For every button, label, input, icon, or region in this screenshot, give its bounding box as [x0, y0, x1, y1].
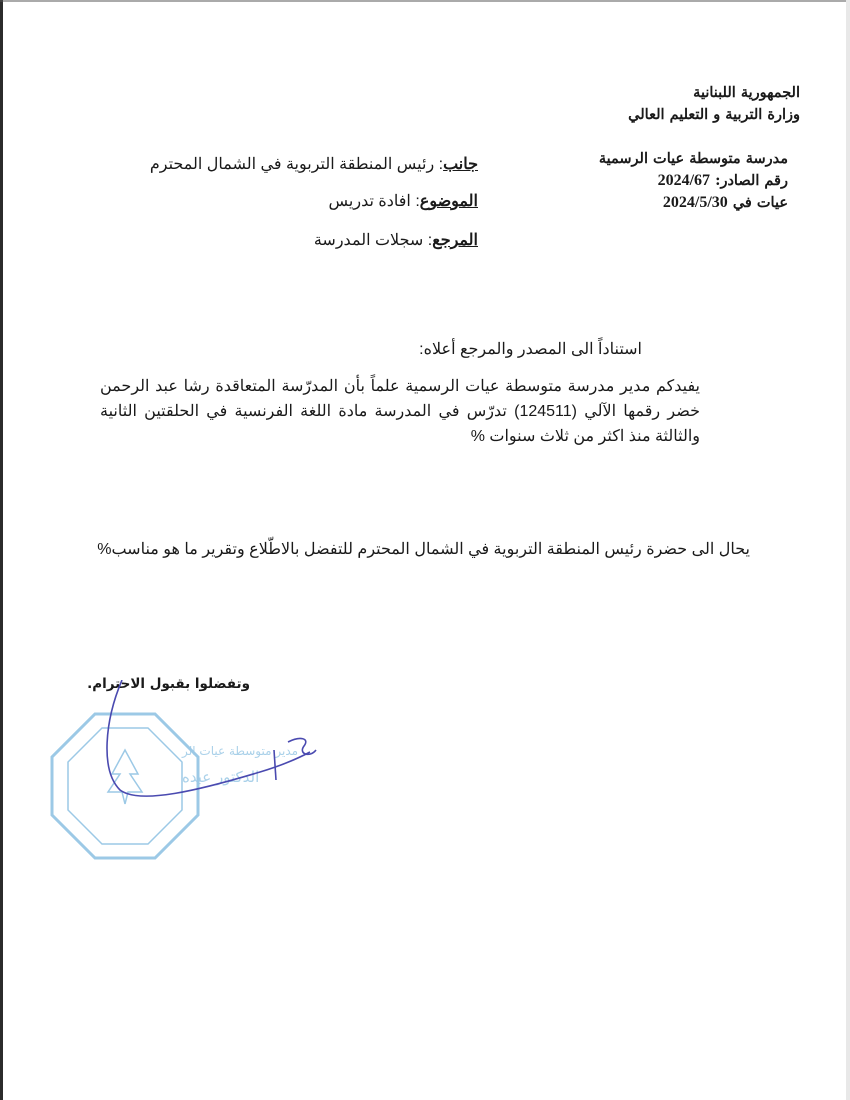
school-block [599, 148, 788, 214]
body-paragraph-2: يحال الى حضرة رئيس المنطقة التربوية في الشمال المحترم للتفضل بالاطّلاع وتقرير ما هو مناسب% [97, 541, 750, 558]
place-date-label: عيات في [732, 194, 788, 211]
reference-label: المرجع [432, 232, 478, 249]
recipient-value: رئيس المنطقة التربوية في الشمال المحترم [149, 156, 435, 173]
reference-number-label: رقم الصادر: [715, 172, 788, 189]
place-date-line [599, 192, 788, 214]
ministry-title: وزارة التربية و التعليم العالي [628, 106, 800, 123]
republic-title: الجمهورية اللبنانية [693, 84, 800, 101]
letter-date: 2024/5/30 [662, 194, 728, 211]
subject-value: افادة تدريس [328, 193, 411, 210]
intro-text: استناداً الى المصدر والمرجع أعلاه: [419, 341, 642, 358]
stamp-text-title: مدير متوسطة عيات الر [182, 744, 299, 758]
letterhead [628, 82, 800, 126]
subject-label: الموضوع [419, 193, 478, 210]
closing-salutation: وتفضلوا بقبول الاحترام. [87, 676, 250, 692]
reference-number: 2024/67 [657, 172, 711, 189]
recipient-label: جانب [443, 156, 478, 173]
reference-line: المرجع: سجلات المدرسة [313, 232, 478, 249]
signature [60, 680, 320, 840]
subject-line: الموضوع: افادة تدريس [328, 193, 478, 210]
body-paragraph-1: يفيدكم مدير مدرسة متوسطة عيات الرسمية علماً بأن المدرّسة المتعاقدة رشا عبد الرحمن خضر رقمها الآلي (124511) تدرّس في المدرسة مادة اللغة الفرنسية في الحلقتين الثانية والثالثة منذ اكثر من ثلاث سنوات % [100, 378, 700, 445]
reference-number-line [599, 170, 788, 192]
scan-edge-left [0, 0, 3, 1100]
recipient-line: جانب: رئيس المنطقة التربوية في الشمال المحترم [149, 156, 478, 173]
school-name: مدرسة متوسطة عيات الرسمية [598, 150, 788, 167]
scan-edge-top [0, 0, 850, 2]
stamp-text-name: الدكتور عبده [182, 768, 260, 786]
reference-value: سجلات المدرسة [313, 232, 424, 249]
scan-edge-right [846, 0, 850, 1100]
